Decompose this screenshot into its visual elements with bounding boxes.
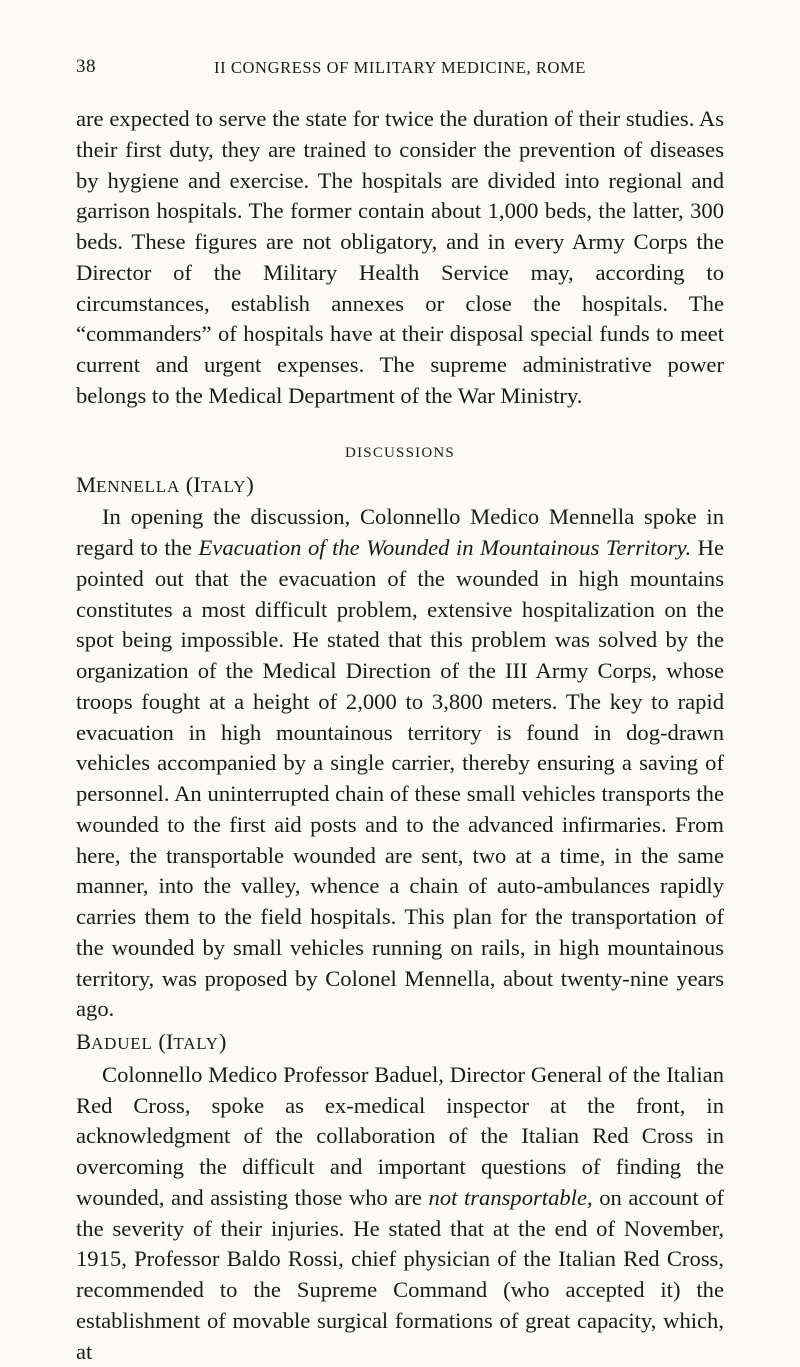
page-header [76,56,724,86]
paragraph-baduel: Colonnello Medico Professor Baduel, Director General of the Italian Red Cross, spoke as ex-medical inspector at the front, in acknowledgment of the collaboration of the Italian Red Cross in overcoming the difficult and important questions of finding the wounded, and assisting those who are not transportable, on account of the severity of their injuries. He stated that at the end of November, 1915, Professor Baldo Rossi, chief physician of the Italian Red Cross, recommended to the Supreme Command (who accepted it) the establishment of movable surgical formations of great capacity, which, at [76,1061,724,1364]
paragraph-intro: are expected to serve the state for twice the duration of their studies. As their first duty, they are trained to consider the prevention of diseases by hygiene and exercise. The hospitals are divided into regional and garrison hospitals. The former contain about 1,000 beds, the latter, 300 beds. These figures are not obligatory, and in every Army Corps the Director of the Military Health Service may, according to circumstances, establish annexes or close the hospitals. The “commanders” of hospitals have at their disposal special funds to meet current and urgent expenses. The supreme administrative power belongs to the Medical Department of the War Ministry. [76,106,724,408]
paragraph-mennella: In opening the discussion, Colonnello Medico Mennella spoke in regard to the Evacuation of the Wounded in Mountainous Territory. He pointed out that the evacuation of the wounded in high mountains constitutes a most difficult problem, extensive hospitalization on the spot being impossible. He stated that this problem was solved by the organization of the Medical Direction of the III Army Corps, whose troops fought at a height of 2,000 to 3,800 meters. The key to rapid evacuation in high mountainous territory is found in dog-drawn vehicles accompanied by a single carrier, thereby ensuring a saving of personnel. An uninterrupted chain of these small vehicles transports the wounded to the first aid posts and to the advanced infirmaries. From here, the transportable wounded are sent, two at a time, in the same manner, into the valley, whence a chain of auto-ambulances rapidly carries them to the field hospitals. This plan for the transportation of the wounded by small vehicles running on rails, in high mountainous territory, was proposed by Colonel Mennella, about twenty-nine years ago. [76,504,724,1022]
body-text [76,104,724,1367]
italic-phrase: not transportable, [428,1184,593,1210]
italic-title: Evacuation of the Wounded in Mountainous Territory. [198,535,692,560]
speaker-heading-baduel: BADUEL (ITALY) [76,1029,227,1054]
speaker-heading-mennella: MENNELLA (ITALY) [76,471,254,497]
page-number: 38 [76,56,96,77]
running-head: II CONGRESS OF MILITARY MEDICINE, ROME [214,58,586,77]
section-title: DISCUSSIONS [345,444,455,461]
